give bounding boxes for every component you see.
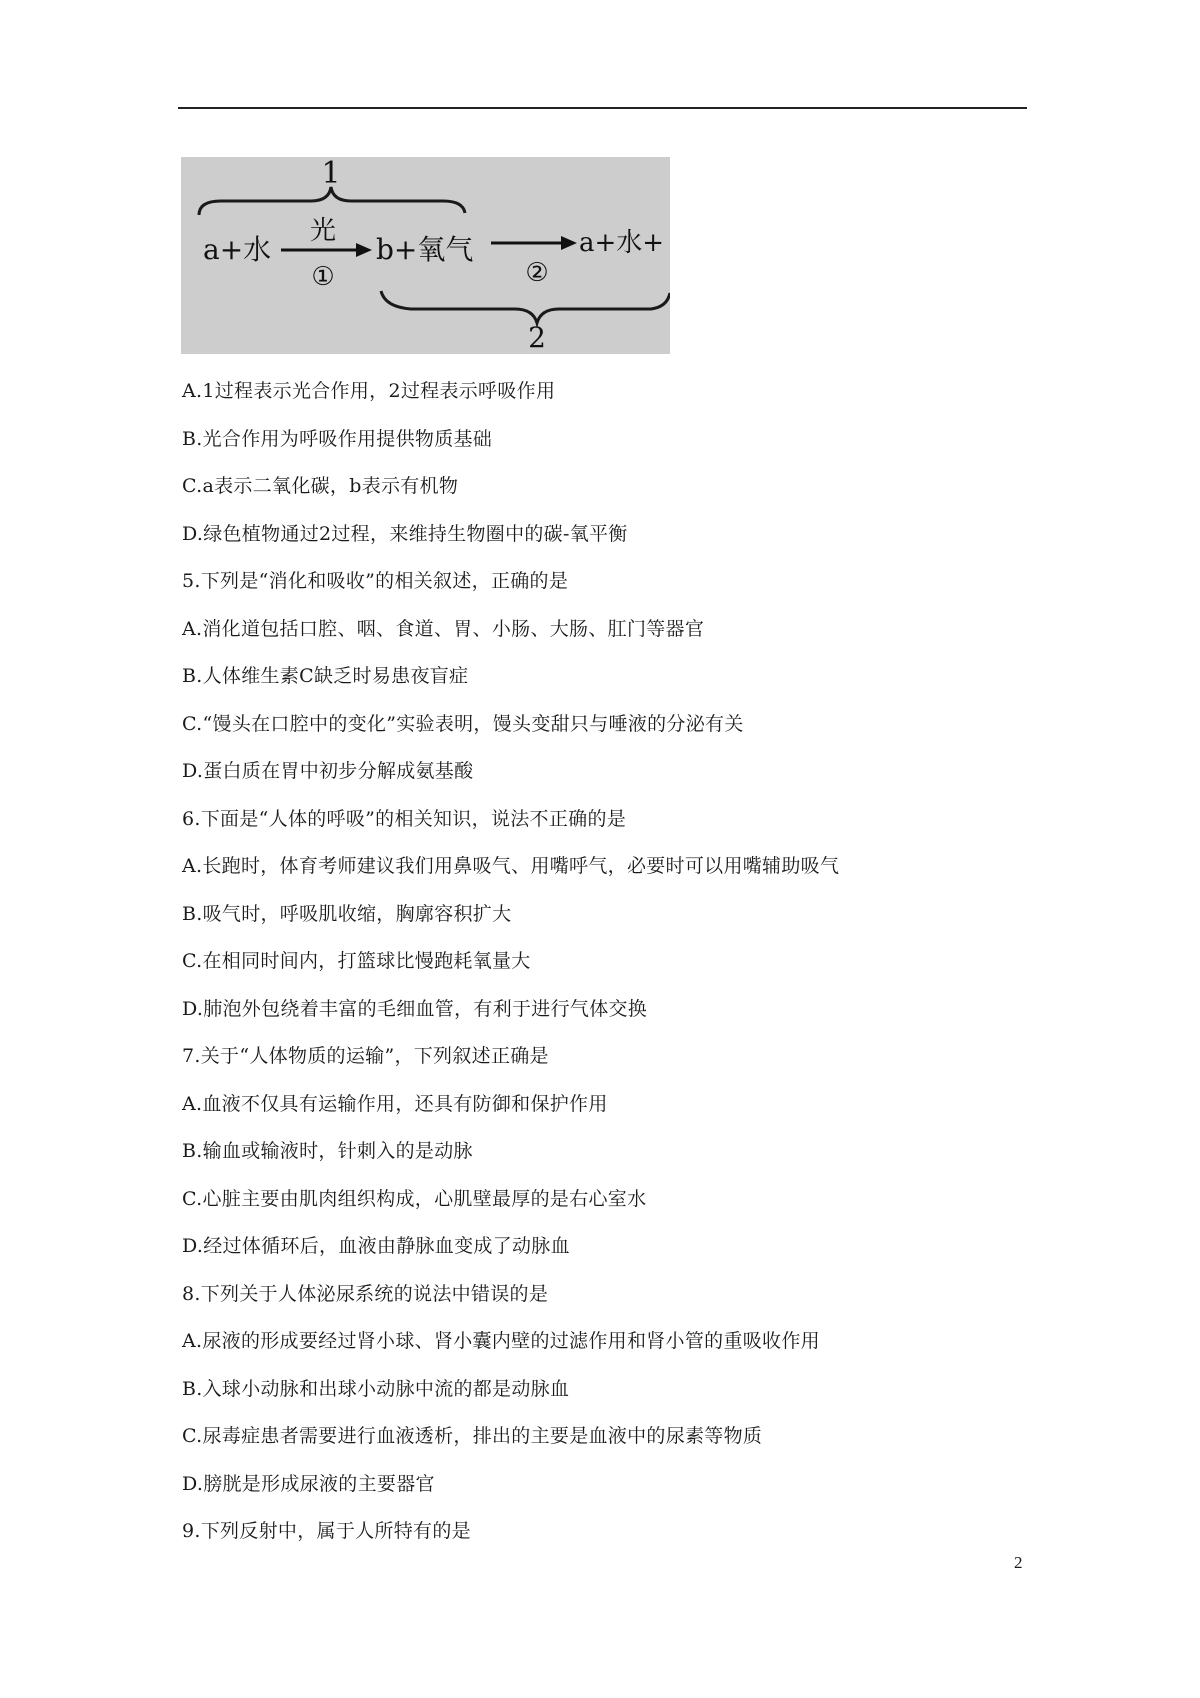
light-label: 光 xyxy=(309,216,337,246)
question-6: 6.下面是“人体的呼吸”的相关知识，说法不正确的是 xyxy=(182,808,627,830)
text-line: B.光合作用为呼吸作用提供物质基础 xyxy=(182,428,493,450)
page-number: 2 xyxy=(1014,1553,1023,1572)
photosynthesis-respiration-diagram xyxy=(181,157,670,354)
products-text: a+水+ xyxy=(579,228,665,258)
text-line: D.蛋白质在胃中初步分解成氨基酸 xyxy=(182,760,474,782)
question-5: 5.下列是“消化和吸收”的相关叙述，正确的是 xyxy=(182,570,569,592)
question-8: 8.下列关于人体泌尿系统的说法中错误的是 xyxy=(182,1283,549,1305)
diagram-svg xyxy=(181,157,670,354)
text-line: B.人体维生素C缺乏时易患夜盲症 xyxy=(182,665,469,687)
step-2-label: ② xyxy=(525,258,549,288)
text-line: C.a表示二氧化碳，b表示有机物 xyxy=(182,475,459,497)
text-line: A.长跑时，体育考师建议我们用鼻吸气、用嘴呼气，必要时可以用嘴辅助吸气 xyxy=(182,855,840,877)
label-2: 2 xyxy=(528,321,546,354)
text-line: D.膀胱是形成尿液的主要器官 xyxy=(182,1473,435,1495)
reactants-text: a+水 xyxy=(203,233,272,266)
step-1-label: ① xyxy=(311,262,335,292)
text-line: C.尿毒症患者需要进行血液透析，排出的主要是血液中的尿素等物质 xyxy=(182,1425,763,1447)
middle-text: b+氧气 xyxy=(376,233,474,266)
text-line: C.心脏主要由肌肉组织构成，心肌壁最厚的是右心室水 xyxy=(182,1188,647,1210)
label-1: 1 xyxy=(321,157,341,191)
text-line: A.尿液的形成要经过肾小球、肾小囊内壁的过滤作用和肾小管的重吸收作用 xyxy=(182,1330,820,1352)
text-line: D.绿色植物通过2过程，来维持生物圈中的碳-氧平衡 xyxy=(182,523,628,545)
header-rule xyxy=(178,107,1027,109)
text-line: A.消化道包括口腔、咽、食道、胃、小肠、大肠、肛门等器官 xyxy=(182,618,705,640)
text-line: B.入球小动脉和出球小动脉中流的都是动脉血 xyxy=(182,1378,570,1400)
text-line: A.1过程表示光合作用，2过程表示呼吸作用 xyxy=(182,380,556,402)
text-line: D.经过体循环后，血液由静脉血变成了动脉血 xyxy=(182,1235,570,1257)
text-line: A.血液不仅具有运输作用，还具有防御和保护作用 xyxy=(182,1093,608,1115)
text-line: C.在相同时间内，打篮球比慢跑耗氧量大 xyxy=(182,950,531,972)
text-line: B.吸气时，呼吸肌收缩，胸廓容积扩大 xyxy=(182,903,512,925)
text-line: D.肺泡外包绕着丰富的毛细血管，有利于进行气体交换 xyxy=(182,998,648,1020)
text-line: B.输血或输液时，针刺入的是动脉 xyxy=(182,1140,473,1162)
question-9: 9.下列反射中，属于人所特有的是 xyxy=(182,1520,471,1542)
text-line: C.“馒头在口腔中的变化”实验表明，馒头变甜只与唾液的分泌有关 xyxy=(182,713,744,735)
question-7: 7.关于“人体物质的运输”，下列叙述正确是 xyxy=(182,1045,549,1067)
